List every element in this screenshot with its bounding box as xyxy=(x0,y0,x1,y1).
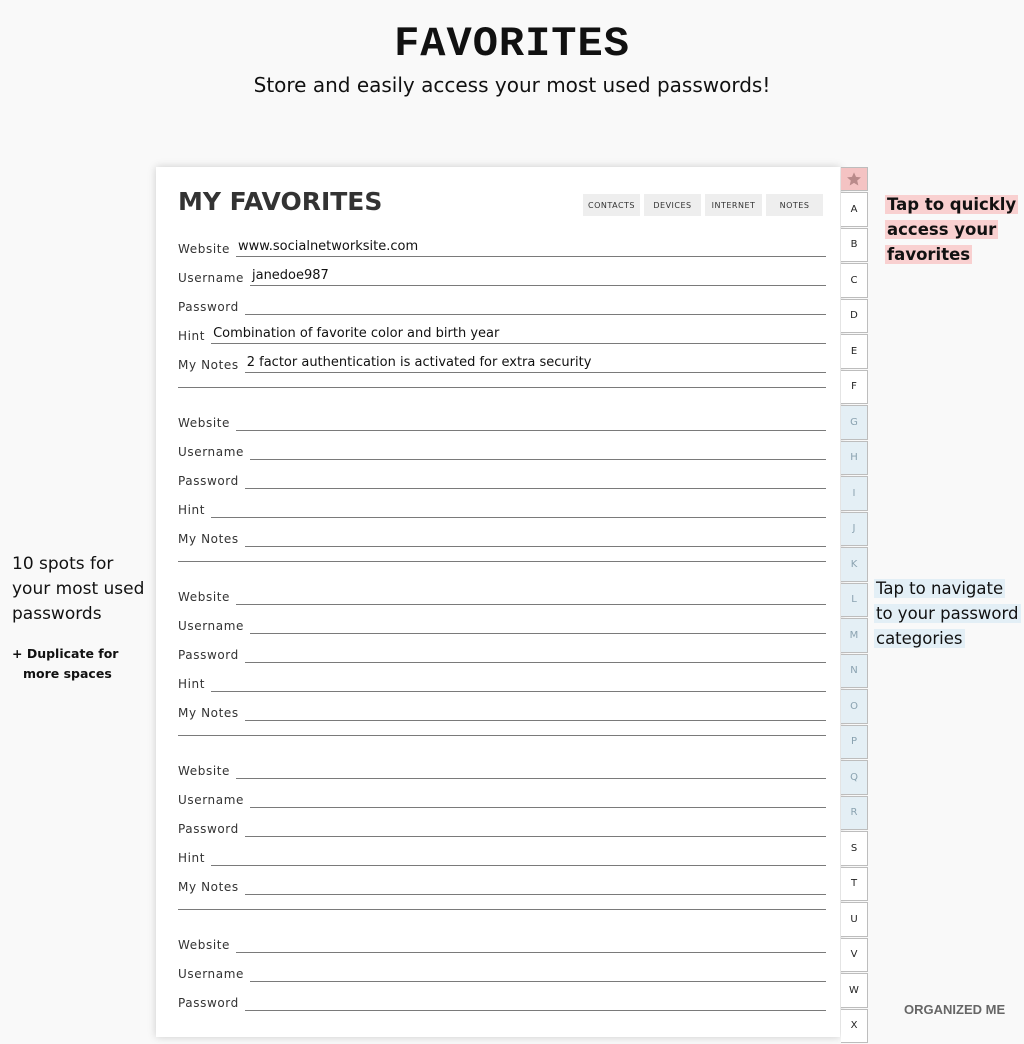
password-row xyxy=(178,467,826,489)
password-label: Password xyxy=(178,648,239,662)
entry-separator xyxy=(178,735,826,736)
sidebar-tab-k[interactable]: K xyxy=(841,547,868,582)
hint-row xyxy=(178,322,826,344)
website-label: Website xyxy=(178,590,231,604)
notes-label: My Notes xyxy=(178,706,239,720)
hint-label: Hint xyxy=(178,677,206,691)
website-field[interactable] xyxy=(236,759,826,779)
password-label: Password xyxy=(178,300,239,314)
tab-contacts[interactable]: CONTACTS xyxy=(583,194,640,216)
callout-line: categories xyxy=(876,629,963,648)
hint-row xyxy=(178,670,826,692)
star-icon xyxy=(846,171,862,187)
website-field[interactable] xyxy=(236,411,826,431)
hero-title: FAVORITES xyxy=(394,20,630,68)
website-label: Website xyxy=(178,416,231,430)
notes-row xyxy=(178,351,826,373)
category-tabs xyxy=(583,194,823,216)
username-field[interactable] xyxy=(250,614,826,634)
website-field[interactable] xyxy=(236,585,826,605)
notes-label: My Notes xyxy=(178,880,239,894)
notes-field[interactable] xyxy=(245,527,826,547)
username-row xyxy=(178,264,826,286)
tab-notes[interactable]: NOTES xyxy=(766,194,823,216)
notes-row xyxy=(178,525,826,547)
favorites-callout xyxy=(885,192,1018,267)
password-label: Password xyxy=(178,822,239,836)
hint-label: Hint xyxy=(178,329,206,343)
username-row xyxy=(178,786,826,808)
password-label: Password xyxy=(178,996,239,1010)
sidebar-tab-q[interactable]: Q xyxy=(841,760,868,795)
sidebar-tab-u[interactable]: U xyxy=(841,902,868,937)
tab-internet[interactable]: INTERNET xyxy=(705,194,762,216)
sidebar-tab-w[interactable]: W xyxy=(841,973,868,1008)
sidebar-tab-t[interactable]: T xyxy=(841,867,868,902)
notes-field[interactable] xyxy=(245,701,826,721)
website-row xyxy=(178,409,826,431)
username-field[interactable]: janedoe987 xyxy=(250,266,826,286)
callout-line: Tap to navigate xyxy=(876,579,1004,598)
sidebar-tab-p[interactable]: P xyxy=(841,725,868,760)
hint-field[interactable] xyxy=(211,498,826,518)
password-row xyxy=(178,293,826,315)
website-label: Website xyxy=(178,764,231,778)
tab-devices[interactable]: DEVICES xyxy=(644,194,701,216)
callout-line: your most used xyxy=(12,579,145,599)
website-label: Website xyxy=(178,938,231,952)
website-row xyxy=(178,235,826,257)
username-label: Username xyxy=(178,271,244,285)
page-title: MY FAVORITES xyxy=(178,187,383,216)
username-row xyxy=(178,438,826,460)
notes-field[interactable]: 2 factor authentication is activated for extra security xyxy=(245,353,826,373)
sidebar-tab-c[interactable]: C xyxy=(841,263,868,298)
notes-label: My Notes xyxy=(178,358,239,372)
sidebar-tab-d[interactable]: D xyxy=(841,299,868,334)
callout-line: access your xyxy=(887,220,997,239)
password-field[interactable] xyxy=(245,817,826,837)
sidebar-tab-i[interactable]: I xyxy=(841,476,868,511)
sidebar-tab-r[interactable]: R xyxy=(841,796,868,831)
sidebar-tab-m[interactable]: M xyxy=(841,618,868,653)
username-label: Username xyxy=(178,793,244,807)
sidebar-tab-g[interactable]: G xyxy=(841,405,868,440)
password-label: Password xyxy=(178,474,239,488)
duplicate-callout xyxy=(12,644,118,684)
website-label: Website xyxy=(178,242,231,256)
username-label: Username xyxy=(178,967,244,981)
password-row xyxy=(178,989,826,1011)
username-field[interactable] xyxy=(250,788,826,808)
navigate-callout xyxy=(874,576,1021,651)
sidebar-tab-f[interactable]: F xyxy=(841,370,868,405)
website-row xyxy=(178,583,826,605)
password-field[interactable] xyxy=(245,991,826,1011)
sidebar-tab-v[interactable]: V xyxy=(841,938,868,973)
notes-field[interactable] xyxy=(245,875,826,895)
hero-subtitle: Store and easily access your most used passwords! xyxy=(253,73,771,97)
entry-separator xyxy=(178,387,826,388)
sidebar-tab-o[interactable]: O xyxy=(841,689,868,724)
callout-line: Tap to quickly xyxy=(887,195,1017,214)
sidebar-tab-n[interactable]: N xyxy=(841,654,868,689)
spots-callout xyxy=(12,552,144,627)
entry-separator xyxy=(178,561,826,562)
hint-field[interactable]: Combination of favorite color and birth year xyxy=(211,324,826,344)
hint-field[interactable] xyxy=(211,846,826,866)
letter-index-sidebar xyxy=(841,167,868,1044)
password-row xyxy=(178,815,826,837)
sidebar-tab-j[interactable]: J xyxy=(841,512,868,547)
hint-label: Hint xyxy=(178,851,206,865)
hint-field[interactable] xyxy=(211,672,826,692)
callout-line: + Duplicate for xyxy=(12,646,119,661)
callout-line: to your password xyxy=(876,604,1019,623)
sidebar-tab-a[interactable]: A xyxy=(841,192,868,227)
sidebar-tab-e[interactable]: E xyxy=(841,334,868,369)
notes-row xyxy=(178,699,826,721)
sidebar-tab-x[interactable]: X xyxy=(841,1009,868,1044)
entry-separator xyxy=(178,909,826,910)
username-row xyxy=(178,612,826,634)
notes-row xyxy=(178,873,826,895)
password-row xyxy=(178,641,826,663)
username-field[interactable] xyxy=(250,440,826,460)
username-label: Username xyxy=(178,445,244,459)
website-row xyxy=(178,757,826,779)
password-field[interactable] xyxy=(245,469,826,489)
username-row xyxy=(178,960,826,982)
website-row xyxy=(178,931,826,953)
hint-label: Hint xyxy=(178,503,206,517)
favorites-page xyxy=(156,167,840,1037)
callout-line: more spaces xyxy=(23,666,112,681)
sidebar-tab-l[interactable]: L xyxy=(841,583,868,618)
hint-row xyxy=(178,844,826,866)
brand-logo: ORGANIZED ME xyxy=(904,1002,1006,1017)
notes-label: My Notes xyxy=(178,532,239,546)
website-field[interactable] xyxy=(236,933,826,953)
sidebar-tab-b[interactable]: B xyxy=(841,228,868,263)
password-field[interactable] xyxy=(245,295,826,315)
callout-line: favorites xyxy=(887,245,971,264)
sidebar-tab-h[interactable]: H xyxy=(841,441,868,476)
website-field[interactable]: www.socialnetworksite.com xyxy=(236,237,826,257)
password-field[interactable] xyxy=(245,643,826,663)
callout-line: 10 spots for xyxy=(12,554,114,574)
sidebar-tab-s[interactable]: S xyxy=(841,831,868,866)
username-field[interactable] xyxy=(250,962,826,982)
username-label: Username xyxy=(178,619,244,633)
hint-row xyxy=(178,496,826,518)
callout-line: passwords xyxy=(12,604,102,624)
star-favorites-tab[interactable] xyxy=(841,167,868,191)
